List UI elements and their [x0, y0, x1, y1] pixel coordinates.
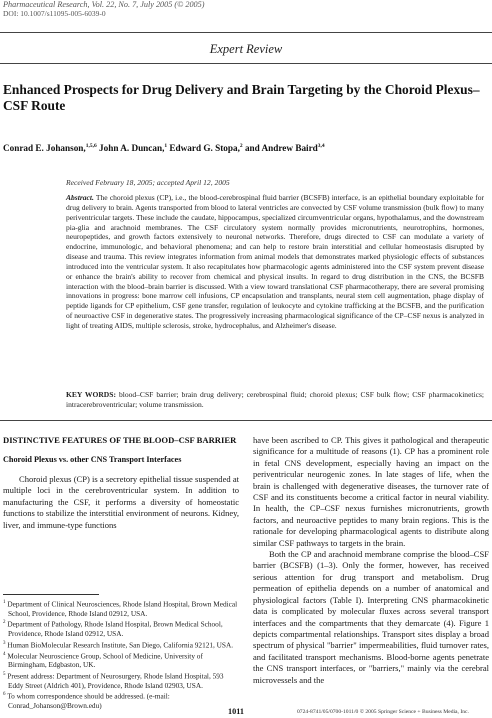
author-name: Edward G. Stopa,	[169, 143, 240, 154]
author-name: and Andrew Baird	[244, 143, 318, 154]
author-affiliation: 3,4	[317, 143, 325, 149]
author-name: John A. Duncan,	[99, 143, 165, 154]
footnote: $^1$ Department of Clinical Neurosciences, Rhode Island Hospital, Brown Medical School, Providence, Rhode Island 02912, USA.	[3, 599, 238, 618]
received-dates: Received February 18, 2005; accepted April 12, 2005	[66, 178, 230, 187]
body-paragraph: have been ascribed to CP. This gives it pathological and therapeutic significance for a multitude of reasons (1). CP has a prominent role in fetal CNS development, especially having an impact on the periventricular neurogenic zones. In late stages of life, when the brain is challenged with degenerative diseases, the turnover rate of CSF and its constituents become a critical factor in neural viability. In health, the CP–CSF nexus furnishes micronutrients, growth factors, and neuroactive peptides to many brain regions. This is the rationale for developing pharmacological agents to distribute along similar CSF pathways to targets in the brain.	[253, 435, 489, 548]
section-heading: DISTINCTIVE FEATURES OF THE BLOOD–CSF BARRIER	[3, 435, 237, 445]
footnote: $^3$ Human BioMolecular Research Institute, San Diego, California 92121, USA.	[3, 640, 234, 650]
top-rule	[0, 32, 492, 33]
footnote-mark: 6	[3, 692, 6, 698]
subsection-heading: Choroid Plexus vs. other CNS Transport Interfaces	[3, 455, 182, 464]
abstract-rule	[0, 420, 492, 421]
footnote-mark: 2	[3, 620, 6, 626]
footnotes	[3, 598, 239, 711]
author-affiliation: 1,5,6	[85, 143, 97, 149]
author-affiliation: 1	[164, 143, 168, 149]
author-name: Conrad E. Johanson,	[3, 143, 86, 154]
body-paragraph: Choroid plexus (CP) is a secretory epithelial tissue suspended at multiple loci in the cerebroventricular system. In addition to manufacturing the CSF, it performs a diversity of homeostatic functions to stabilize the interstitial environment of neurons. Kidney, liver, and immune-type functions	[3, 474, 239, 530]
copyright-line: 0724-8741/05/0700-1011/0 © 2005 Springer Science + Business Media, Inc.	[297, 709, 469, 715]
keywords-text: blood–CSF barrier; brain drug delivery; cerebrospinal fluid; choroid plexus; CSF bulk flow; CSF pharmacokinetics; intracerebroventricular; volume transmission.	[66, 390, 485, 409]
footnote: $^2$ Department of Pathology, Rhode Island Hospital, Brown Medical School, Providence, Rhode Island 02912, USA.	[3, 619, 223, 638]
right-column	[253, 435, 489, 686]
keywords-label: KEY WORDS:	[66, 390, 116, 399]
footnote-rule	[3, 594, 99, 595]
keywords	[66, 390, 484, 410]
abstract-text: The choroid plexus (CP), i.e., the blood-cerebrospinal fluid barrier (BCSFB) interface, is an epithelial boundary exploitable for drug delivery to brain. Agents transported from blood to lateral ventricles are convected by CSF volume transmission (bulk flow) to many periventricular targets. These include the caudate, hippocampus, specialized circumventricular organs, hypothalamus, and the downstream pia-glia and arachnoid membranes. The CSF circulatory system normally provides micronutrients, neurotrophins, hormones, neuropeptides, and growth factors extensively to neuronal networks. Therefore, drugs directed to CSF can modulate a variety of endocrine, immunologic, and behavioral phenomena; and can help to restore brain interstitial and cellular homeostasis disrupted by disease and trauma. This review integrates information from animal models that demonstrates marked physiologic effects of substances introduced into the ventricular system. It also recapitulates how pharmacologic agents administered into the CSF system prevent disease or enhance the brain's ability to recover from chemical and physical insults. In regard to drug distribution in the CNS, the BCSFB interaction with the blood–brain barrier is discussed. With a view toward translational CSF pharmacotherapy, there are several promising innovations in progress: bone marrow cell infusions, CP encapsulation and transplants, neural stem cell augmentation, phage display of peptide ligands for CP epithelium, CSF gene transfer, regulation of leukocyte and cytokine trafficking at the BCSFB, and the purification of neuroactive CSF in degenerative states. The progressively increasing pharmacological significance of the CP–CSF nexus is analyzed in light of treating AIDS, multiple sclerosis, stroke, hydrocephalus, and Alzheimer's disease.	[66, 193, 484, 330]
footnote: $^5$ Present address: Department of Neurosurgery, Rhode Island Hospital, 593 Eddy Street (Aldrich 401), Providence, Rhode Island 02903, USA.	[3, 671, 224, 690]
left-column	[3, 435, 239, 531]
doi: DOI: 10.1007/s11095-005-6039-0	[3, 9, 106, 18]
abstract	[66, 193, 484, 331]
page-number: 1011	[228, 707, 244, 716]
article-title: Enhanced Prospects for Drug Delivery and Brain Targeting by the Choroid Plexus–CSF Route	[3, 82, 480, 113]
footnote: $^6$ To whom correspondence should be addressed. (e-mail: Conrad_Johanson@Brown.edu)	[3, 691, 170, 711]
section-label: Expert Review	[209, 42, 283, 56]
running-head: Pharmaceutical Research, Vol. 22, No. 7, July 2005 (© 2005)	[3, 0, 205, 9]
review-rule	[0, 63, 492, 64]
footnote-mark: 4	[3, 651, 6, 657]
footnote: $^4$ Molecular Neuroscience Group, School of Medicine, University of Birmingham, Edgbaston, UK.	[3, 651, 203, 670]
footnote-mark: 1	[3, 600, 6, 605]
author-affiliation: 2	[239, 143, 243, 149]
author-list	[3, 143, 489, 153]
body-paragraph: Both the CP and arachnoid membrane comprise the blood–CSF barrier (BCSFB) (1–3). Only the former, however, has received serious attention for drug transport and metabolism. Drug permeation of epithelia depends on a number of anatomical and physiological factors (Table I). Interpreting CNS pharmacokinetic data is complicated by molecular fluxes across several transport interfaces and the compartments that they demarcate (4). Figure 1 depicts compartmental relationships. Transport sites display a broad spectrum of physical "barrier" impermeabilities, fluid turnover rates, and facilitated transport mechanisms. Blood-borne agents penetrate the CNS transport interfaces, or "barriers," mainly via the cerebral microvessels and the	[253, 549, 489, 685]
footnote-mark: 5	[3, 672, 6, 678]
footnote-mark: 3	[3, 640, 6, 646]
abstract-label: Abstract.	[66, 193, 94, 202]
